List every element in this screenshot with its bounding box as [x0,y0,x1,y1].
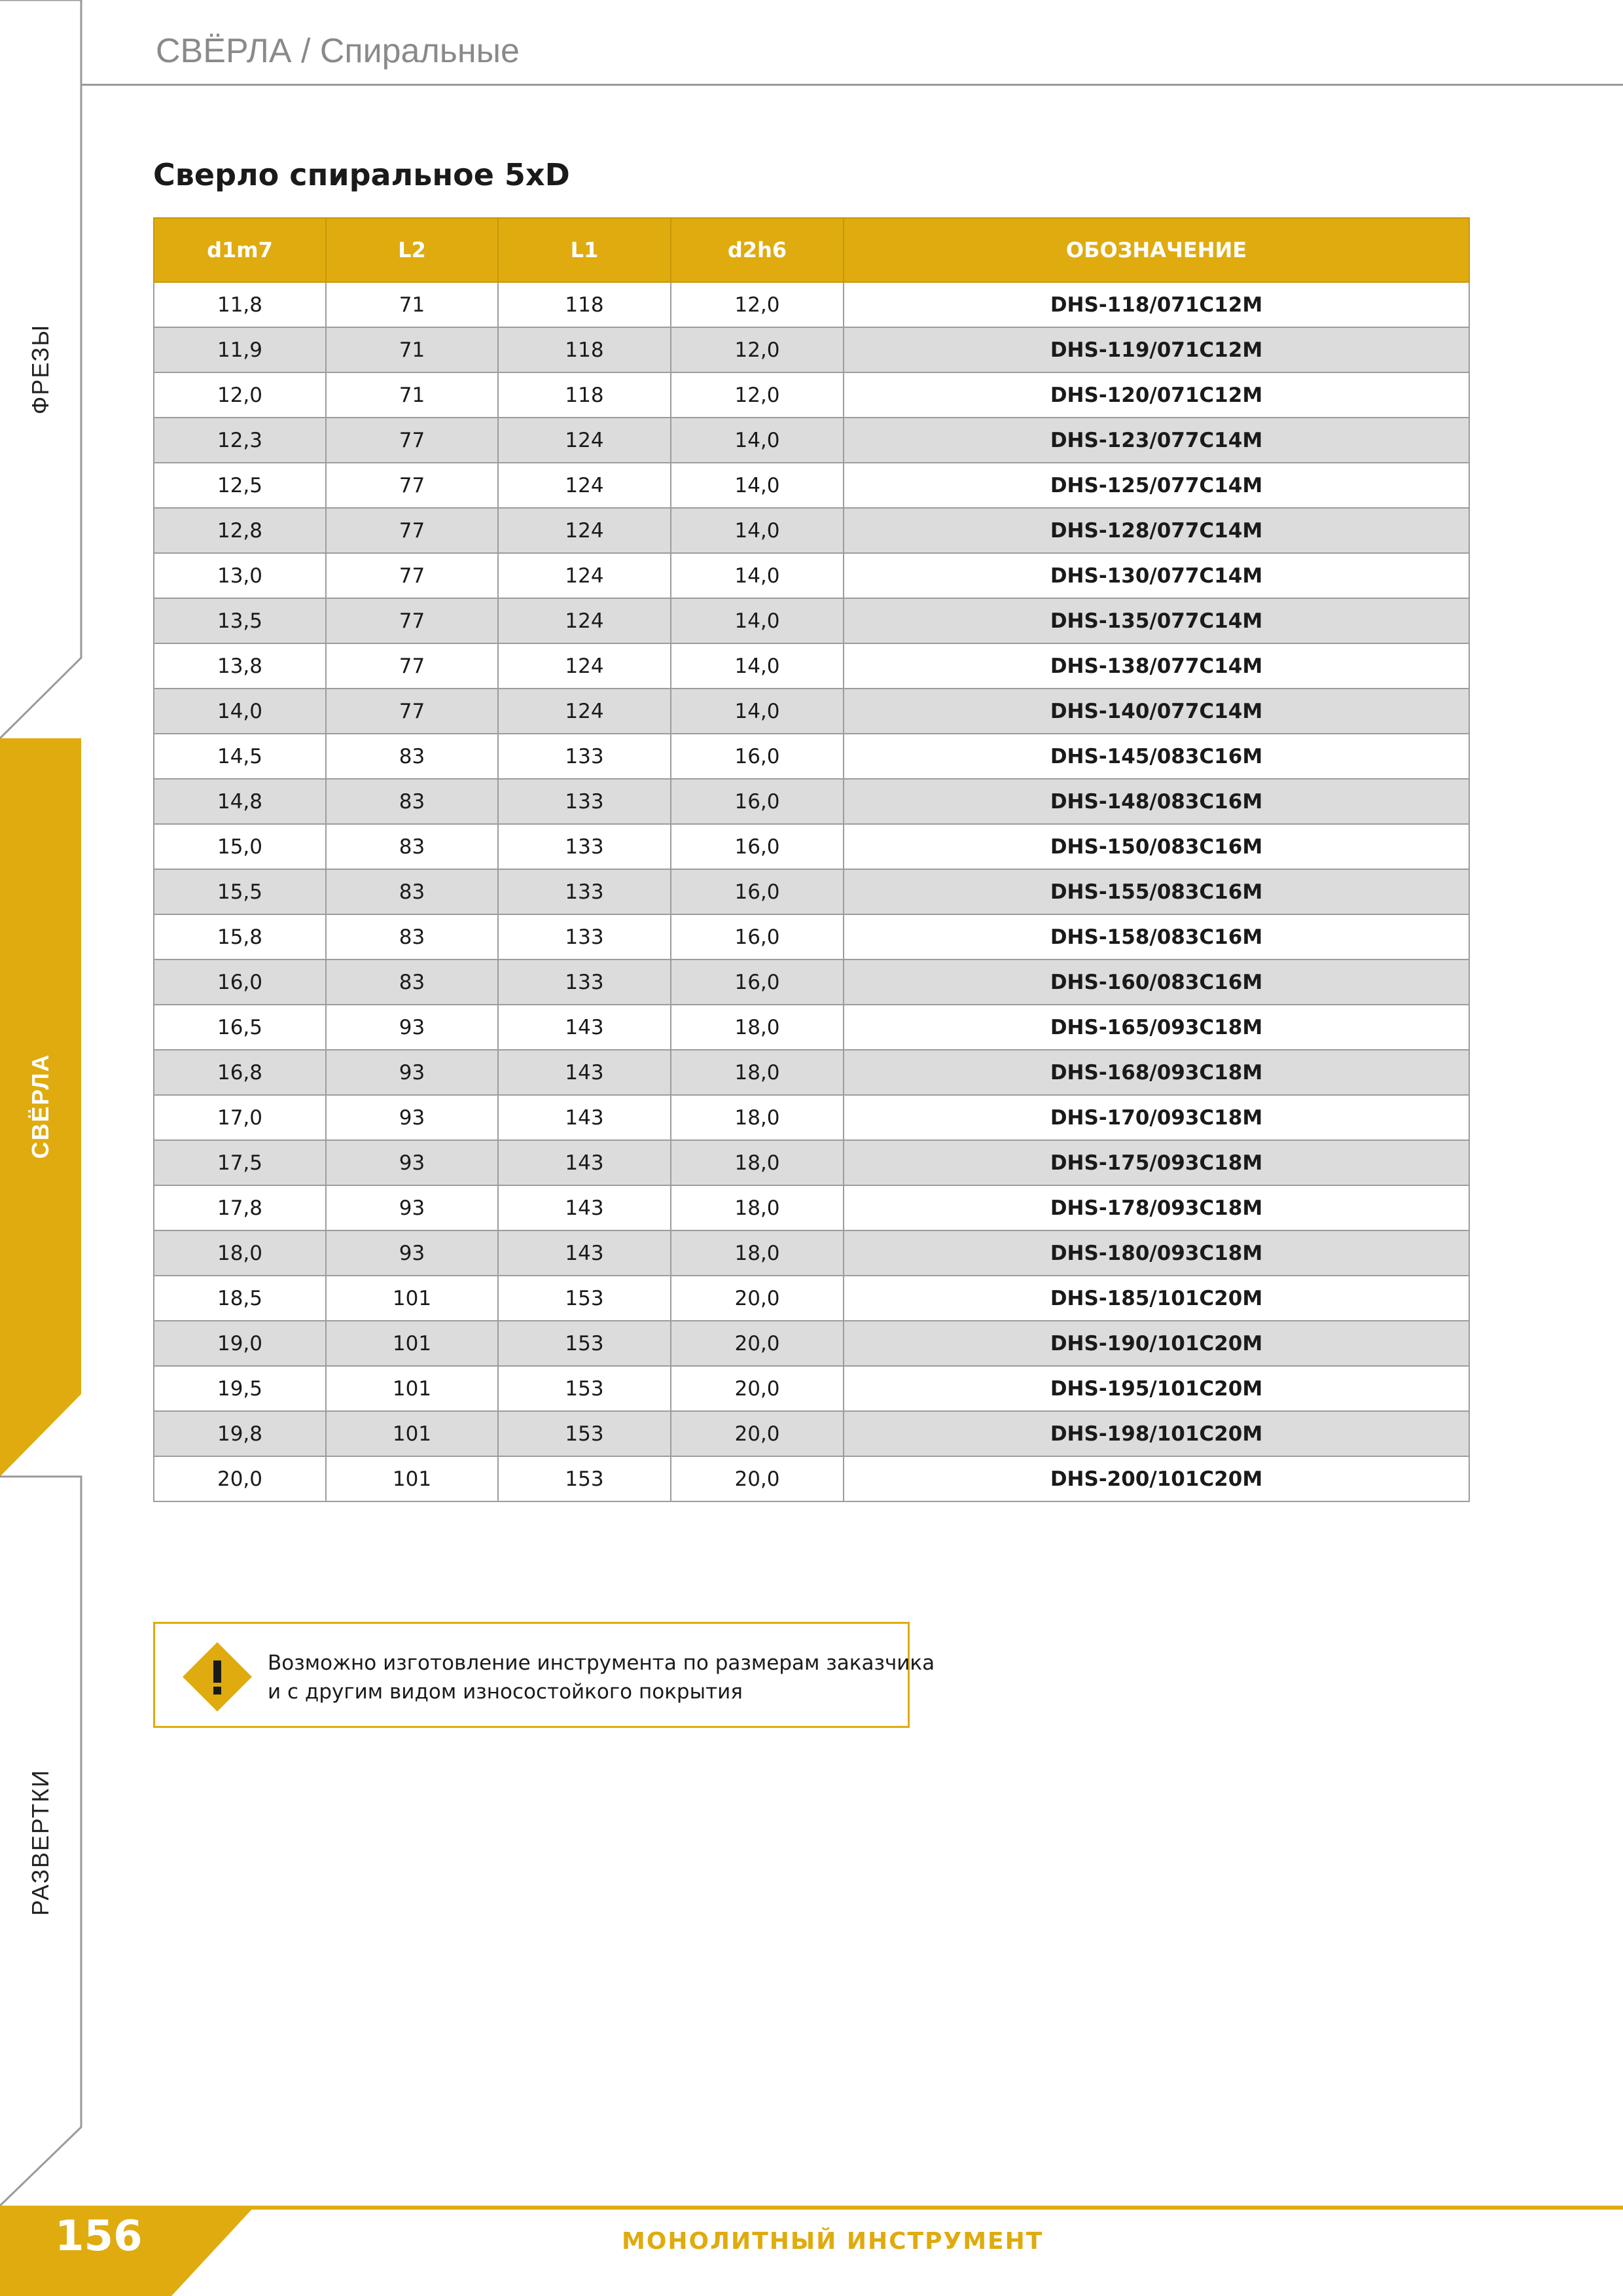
table-cell: 153 [498,1366,671,1411]
header-d2h6: d2h6 [671,218,844,282]
note-text [268,1649,935,1706]
table-cell: 93 [326,1050,498,1095]
table-row [154,779,1469,824]
table-cell: 124 [498,643,671,689]
note-line-1: Возможно изготовление инструмента по размерам заказчика [268,1651,935,1675]
table-cell: 15,8 [154,914,326,960]
cell-designation: DHS-158/083C16M [844,914,1469,960]
table-cell: 16,0 [671,869,844,914]
cell-designation: DHS-148/083C16M [844,779,1469,824]
cell-designation: DHS-168/093C18M [844,1050,1469,1095]
table-row [154,643,1469,689]
table-row [154,1321,1469,1366]
table-cell: 12,0 [671,372,844,418]
spec-table [153,217,1470,1502]
table-cell: 14,0 [671,508,844,553]
cell-designation: DHS-170/093C18M [844,1095,1469,1140]
warning-icon [181,1641,253,1713]
table-cell: 15,0 [154,824,326,869]
table-cell: 16,8 [154,1050,326,1095]
table-cell: 13,8 [154,643,326,689]
table-cell: 16,5 [154,1005,326,1050]
table-cell: 16,0 [671,734,844,779]
table-cell: 14,5 [154,734,326,779]
table-cell: 143 [498,1095,671,1140]
cell-designation: DHS-178/093C18M [844,1185,1469,1230]
table-cell: 71 [326,327,498,372]
table-cell: 83 [326,869,498,914]
table-cell: 101 [326,1411,498,1456]
table-cell: 143 [498,1005,671,1050]
table-cell: 16,0 [671,824,844,869]
table-cell: 20,0 [671,1321,844,1366]
table-row [154,1050,1469,1095]
table-cell: 71 [326,282,498,327]
table-cell: 143 [498,1185,671,1230]
table-cell: 118 [498,282,671,327]
table-cell: 153 [498,1456,671,1501]
cell-designation: DHS-128/077C14M [844,508,1469,553]
table-row [154,1366,1469,1411]
table-row [154,1411,1469,1456]
table-cell: 143 [498,1140,671,1185]
table-cell: 17,8 [154,1185,326,1230]
table-cell: 77 [326,418,498,463]
table-row [154,327,1469,372]
table-row [154,1140,1469,1185]
cell-designation: DHS-135/077C14M [844,598,1469,643]
table-cell: 133 [498,960,671,1005]
footer-brand: МОНОЛИТНЫЙ ИНСТРУМЕНТ [622,2228,1044,2255]
table-cell: 93 [326,1005,498,1050]
cell-designation: DHS-125/077C14M [844,463,1469,508]
table-cell: 77 [326,508,498,553]
table-row [154,598,1469,643]
table-cell: 118 [498,372,671,418]
table-cell: 18,0 [154,1230,326,1276]
table-cell: 143 [498,1230,671,1276]
breadcrumb: СВЁРЛА / Спиральные [156,32,520,70]
table-row [154,1276,1469,1321]
table-cell: 83 [326,824,498,869]
table-cell: 19,5 [154,1366,326,1411]
cell-designation: DHS-198/101C20M [844,1411,1469,1456]
table-cell: 143 [498,1050,671,1095]
table-cell: 153 [498,1411,671,1456]
note-box [153,1622,935,1728]
cell-designation: DHS-200/101C20M [844,1456,1469,1501]
table-cell: 16,0 [154,960,326,1005]
page-number: 156 [55,2212,143,2261]
table-cell: 124 [498,463,671,508]
table-cell: 133 [498,914,671,960]
cell-designation: DHS-155/083C16M [844,869,1469,914]
table-cell: 93 [326,1095,498,1140]
cell-designation: DHS-185/101C20M [844,1276,1469,1321]
cell-designation: DHS-130/077C14M [844,553,1469,598]
table-cell: 124 [498,598,671,643]
table-cell: 12,5 [154,463,326,508]
table-cell: 133 [498,869,671,914]
table-cell: 14,0 [154,689,326,734]
cell-designation: DHS-140/077C14M [844,689,1469,734]
cell-designation: DHS-138/077C14M [844,643,1469,689]
table-cell: 14,0 [671,463,844,508]
table-cell: 93 [326,1140,498,1185]
table-cell: 133 [498,779,671,824]
cell-designation: DHS-180/093C18M [844,1230,1469,1276]
table-cell: 93 [326,1185,498,1230]
cell-designation: DHS-195/101C20M [844,1366,1469,1411]
side-tab-razvertki[interactable]: РАЗВЕРТКИ [27,1768,54,1916]
table-cell: 18,0 [671,1230,844,1276]
table-cell: 13,0 [154,553,326,598]
cell-designation: DHS-118/071C12M [844,282,1469,327]
table-cell: 12,0 [154,372,326,418]
table-row [154,418,1469,463]
table-row [154,734,1469,779]
table-cell: 15,5 [154,869,326,914]
cell-designation: DHS-175/093C18M [844,1140,1469,1185]
table-row [154,508,1469,553]
table-cell: 93 [326,1230,498,1276]
header-l1: L1 [498,218,671,282]
table-row [154,553,1469,598]
table-cell: 118 [498,327,671,372]
table-cell: 101 [326,1366,498,1411]
table-cell: 83 [326,960,498,1005]
table-cell: 11,9 [154,327,326,372]
table-cell: 18,0 [671,1185,844,1230]
table-row [154,869,1469,914]
table-row [154,1185,1469,1230]
table-cell: 20,0 [671,1366,844,1411]
table-cell: 14,0 [671,598,844,643]
table-row [154,1456,1469,1501]
header-l2: L2 [326,218,498,282]
table-cell: 83 [326,779,498,824]
table-row [154,463,1469,508]
header-designation: ОБОЗНАЧЕНИЕ [844,218,1469,282]
table-row [154,960,1469,1005]
table-cell: 17,0 [154,1095,326,1140]
table-cell: 124 [498,553,671,598]
table-cell: 101 [326,1456,498,1501]
table-row [154,1095,1469,1140]
table-cell: 153 [498,1321,671,1366]
table-row [154,1230,1469,1276]
table-cell: 124 [498,418,671,463]
page-title: Сверло спиральное 5xD [153,157,570,192]
table-cell: 18,0 [671,1095,844,1140]
table-cell: 16,0 [671,779,844,824]
table-cell: 14,0 [671,643,844,689]
table-cell: 13,5 [154,598,326,643]
table-row [154,372,1469,418]
table-row [154,824,1469,869]
table-header-row [154,218,1469,282]
table-cell: 18,0 [671,1050,844,1095]
table-cell: 20,0 [671,1276,844,1321]
table-cell: 16,0 [671,914,844,960]
header-d1m7: d1m7 [154,218,326,282]
table-cell: 14,8 [154,779,326,824]
table-row [154,914,1469,960]
cell-designation: DHS-165/093C18M [844,1005,1469,1050]
cell-designation: DHS-145/083C16M [844,734,1469,779]
table-cell: 124 [498,689,671,734]
table-cell: 133 [498,824,671,869]
table-cell: 18,5 [154,1276,326,1321]
table-cell: 18,0 [671,1005,844,1050]
table-cell: 14,0 [671,689,844,734]
header-bar [81,0,1623,86]
table-cell: 14,0 [671,553,844,598]
cell-designation: DHS-123/077C14M [844,418,1469,463]
table-cell: 83 [326,734,498,779]
cell-designation: DHS-160/083C16M [844,960,1469,1005]
cell-designation: DHS-190/101C20M [844,1321,1469,1366]
table-cell: 77 [326,463,498,508]
table-cell: 77 [326,553,498,598]
table-cell: 124 [498,508,671,553]
table-cell: 101 [326,1321,498,1366]
table-cell: 14,0 [671,418,844,463]
table-cell: 77 [326,689,498,734]
table-cell: 16,0 [671,960,844,1005]
table-cell: 12,8 [154,508,326,553]
table-cell: 20,0 [671,1456,844,1501]
side-tab-frezy[interactable]: ФРЕЗЫ [27,323,54,415]
table-cell: 19,0 [154,1321,326,1366]
cell-designation: DHS-120/071C12M [844,372,1469,418]
table-row [154,1005,1469,1050]
table-cell: 153 [498,1276,671,1321]
table-cell: 77 [326,643,498,689]
table-row [154,689,1469,734]
table-cell: 18,0 [671,1140,844,1185]
table-cell: 11,8 [154,282,326,327]
table-cell: 77 [326,598,498,643]
table-cell: 101 [326,1276,498,1321]
table-cell: 83 [326,914,498,960]
note-line-2: и с другим видом износостойкого покрытия [268,1680,743,1704]
table-cell: 71 [326,372,498,418]
table-cell: 17,5 [154,1140,326,1185]
table-row [154,282,1469,327]
table-cell: 12,0 [671,282,844,327]
table-cell: 133 [498,734,671,779]
side-tab-sverla[interactable]: СВЁРЛА [27,1053,54,1159]
footer-line [249,2206,1623,2210]
cell-designation: DHS-119/071C12M [844,327,1469,372]
table-cell: 20,0 [671,1411,844,1456]
table-cell: 12,3 [154,418,326,463]
table-cell: 20,0 [154,1456,326,1501]
table-cell: 12,0 [671,327,844,372]
cell-designation: DHS-150/083C16M [844,824,1469,869]
table-cell: 19,8 [154,1411,326,1456]
